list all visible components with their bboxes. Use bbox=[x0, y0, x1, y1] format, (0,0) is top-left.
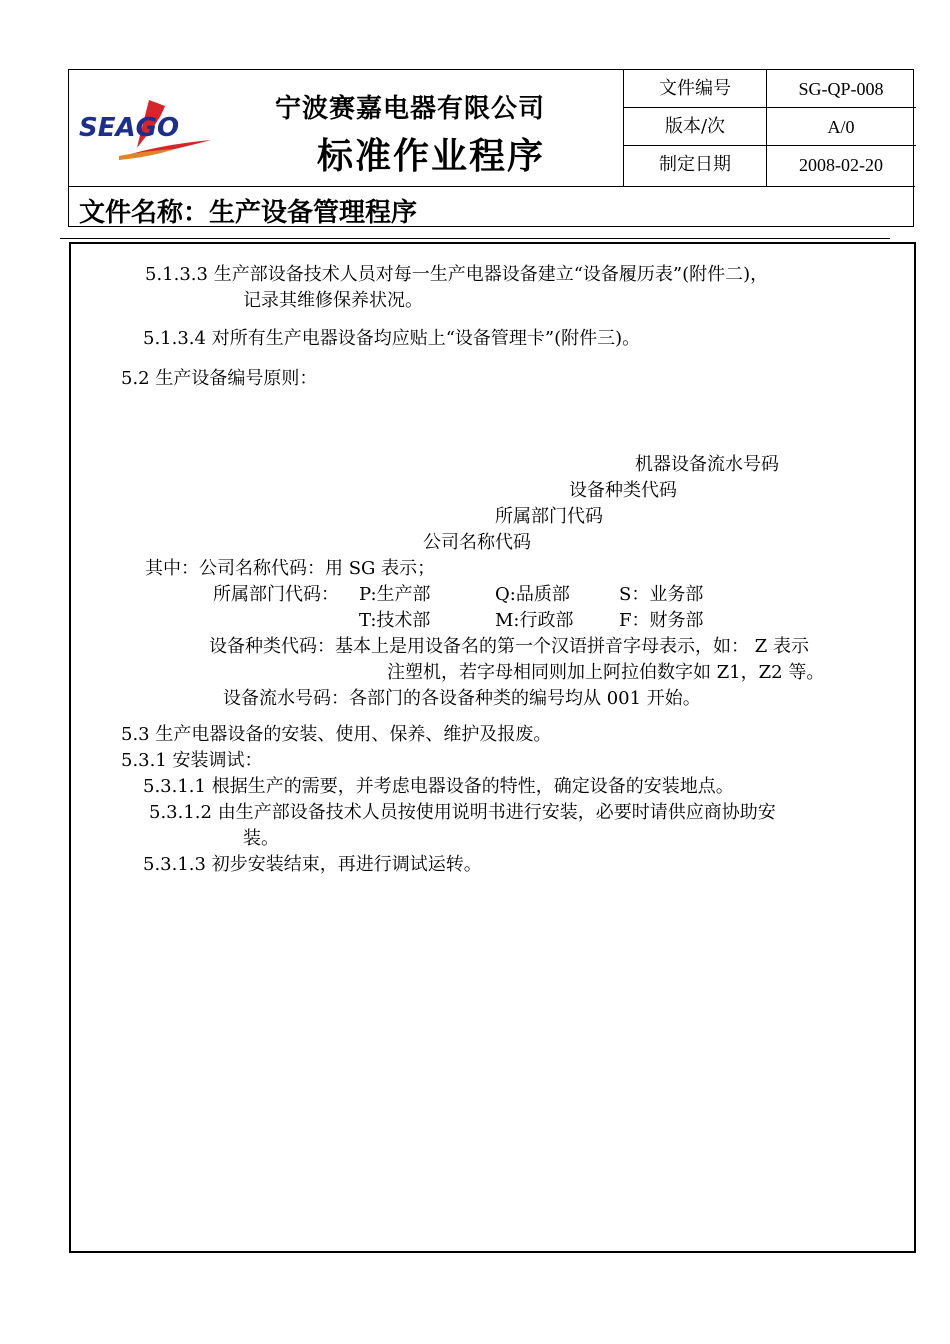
dept-f: F：财务部 bbox=[619, 610, 704, 631]
meta-row-date bbox=[624, 146, 916, 186]
dept-s: S：业务部 bbox=[619, 584, 704, 605]
company-name: 宁波赛嘉电器有限公司 bbox=[275, 94, 546, 124]
meta-value: 2008-02-20 bbox=[799, 155, 883, 175]
logo-cell bbox=[69, 70, 261, 186]
para-5134: 5.1.3.4 对所有生产电器设备均应贴上“设备管理卡”(附件三)。 bbox=[143, 328, 641, 349]
type-code-line1: 设备种类代码：基本上是用设备名的第一个汉语拼音字母表示，如： Z 表示 bbox=[209, 636, 809, 657]
dept-code-label: 所属部门代码： bbox=[213, 584, 339, 605]
meta-value: A/0 bbox=[827, 117, 855, 137]
document-body bbox=[69, 242, 916, 1253]
code-type-label: 设备种类代码 bbox=[569, 480, 677, 501]
code-serial-label: 机器设备流水号码 bbox=[635, 454, 779, 475]
para-5133-line2: 记录其维修保养状况。 bbox=[243, 290, 423, 311]
meta-label: 制定日期 bbox=[624, 146, 767, 186]
meta-table bbox=[623, 70, 916, 186]
para-5312-line2: 装。 bbox=[243, 828, 279, 849]
separator-line bbox=[60, 238, 890, 239]
para-5312-line1: 5.3.1.2 由生产部设备技术人员按使用说明书进行安装，必要时请供应商协助安 bbox=[149, 802, 776, 823]
document-type: 标准作业程序 bbox=[317, 136, 546, 177]
para-5311: 5.3.1.1 根据生产的需要，并考虑电器设备的特性，确定设备的安装地点。 bbox=[143, 776, 734, 797]
svg-text:SEAGO: SEAGO bbox=[79, 113, 180, 143]
section-5-3: 5.3 生产电器设备的安装、使用、保养、维护及报废。 bbox=[121, 724, 552, 745]
meta-row-version bbox=[624, 108, 916, 146]
para-5313: 5.3.1.3 初步安装结束，再进行调试运转。 bbox=[143, 854, 482, 875]
file-name: 文件名称：生产设备管理程序 bbox=[79, 198, 418, 228]
document-header bbox=[68, 69, 914, 227]
code-dept-label: 所属部门代码 bbox=[495, 506, 603, 527]
meta-label: 文件编号 bbox=[624, 70, 767, 107]
dept-m: M:行政部 bbox=[495, 610, 574, 631]
meta-label: 版本/次 bbox=[624, 108, 767, 145]
dept-q: Q:品质部 bbox=[495, 584, 570, 605]
para-5133-line1: 5.1.3.3 生产部设备技术人员对每一生产电器设备建立“设备履历表”(附件二)， bbox=[145, 264, 769, 285]
type-code-line2: 注塑机，若字母相同则加上阿拉伯数字如 Z1，Z2 等。 bbox=[387, 662, 825, 683]
file-name-row bbox=[69, 186, 915, 227]
section-5-2: 5.2 生产设备编号原则： bbox=[121, 368, 318, 389]
seago-logo bbox=[79, 92, 249, 162]
where-company: 其中：公司名称代码：用 SG 表示； bbox=[145, 558, 436, 579]
meta-value: SG-QP-008 bbox=[798, 79, 884, 99]
code-company-label: 公司名称代码 bbox=[423, 532, 531, 553]
dept-p: P:生产部 bbox=[359, 584, 431, 605]
meta-row-doc-number bbox=[624, 70, 916, 108]
section-5-3-1: 5.3.1 安装调试： bbox=[121, 750, 263, 771]
serial-code: 设备流水号码：各部门的各设备种类的编号均从 001 开始。 bbox=[223, 688, 701, 709]
title-cell bbox=[261, 70, 623, 186]
dept-t: T:技术部 bbox=[359, 610, 431, 631]
